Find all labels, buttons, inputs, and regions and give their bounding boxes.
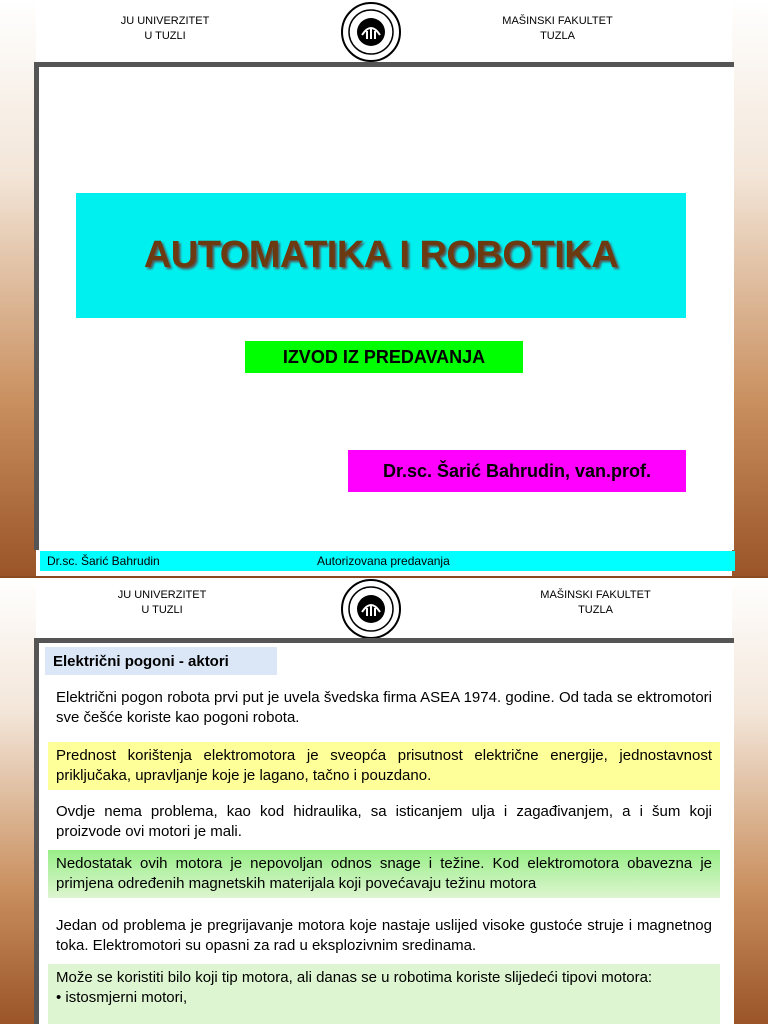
- author-box: [348, 450, 686, 492]
- motor-types-intro: Može se koristiti bilo koji tip motora, ali danas se u robotima koriste slijedeći tipovi motora:: [56, 969, 653, 986]
- list-item: • istosmjerni motori,: [56, 989, 188, 1006]
- right-gradient-band: [732, 0, 768, 576]
- header-faculty-line2: TUZLA: [540, 30, 575, 42]
- section-title: Električni pogoni - aktori: [45, 647, 277, 675]
- header-university-line2: U TUZLI: [141, 604, 183, 616]
- right-gradient-band: [732, 578, 768, 1024]
- footer-note: Autorizovana predavanja: [317, 554, 450, 568]
- header-faculty-line2: TUZLA: [578, 604, 613, 616]
- title-box: [76, 193, 686, 318]
- slide-2: [0, 578, 768, 1024]
- header-university-line1: JU UNIVERZITET: [117, 589, 207, 601]
- header-faculty-line1: MAŠINSKI FAKULTET: [502, 15, 613, 27]
- header-faculty: [495, 14, 620, 44]
- subtitle-box: [245, 341, 523, 373]
- paragraph-overheating: Jedan od problema je pregrijavanje motora koje nastaje uslijed visoke gustoće struje i magnetnog toka. Elektromotori su opasni za rad u eksplozivnim sredinama.: [56, 917, 712, 954]
- slide-title: AUTOMATIKA I ROBOTIKA: [143, 234, 619, 276]
- paragraph-no-oil: Ovdje nema problema, kao kod hidraulika, sa isticanjem ulja i zagađivanjem, a i šum koji proizvode ovi motori je mali.: [56, 803, 712, 840]
- paragraph-disadvantages: Nedostatak ovih motora je nepovoljan odnos snage i težine. Kod elektromotora obavezna je primjena određenih magnetskih materijala koji povećavaju težinu motora: [48, 850, 720, 898]
- header-university: [107, 588, 217, 618]
- slide-footer: [40, 551, 735, 571]
- header-faculty: [528, 588, 663, 618]
- paragraph-advantages: Prednost korištenja elektromotora je sveopća prisutnost električne energije, jednostavnost priključaka, upravljanje koje je lagano, tačno i pouzdano.: [48, 742, 720, 790]
- header-university-line1: JU UNIVERZITET: [120, 15, 210, 27]
- left-gradient-band: [0, 578, 36, 1024]
- paragraph-motor-types: [48, 964, 720, 1024]
- footer-author: Dr.sc. Šarić Bahrudin: [47, 554, 160, 568]
- paragraph-history: Električni pogon robota prvi put je uvela švedska firma ASEA 1974. godine. Od tada se ektromotori sve češće koriste kao pogoni robota.: [56, 689, 712, 726]
- author-name: Dr.sc. Šarić Bahrudin, van.prof.: [382, 460, 652, 481]
- header-faculty-line1: MAŠINSKI FAKULTET: [540, 589, 651, 601]
- header-university: [110, 14, 220, 44]
- university-seal-icon: [340, 1, 402, 63]
- slide-subtitle: IZVOD IZ PREDAVANJA: [282, 346, 486, 367]
- university-seal-icon: [340, 578, 402, 640]
- left-gradient-band: [0, 0, 36, 576]
- motor-types-list: [56, 988, 712, 1008]
- header-university-line2: U TUZLI: [144, 30, 186, 42]
